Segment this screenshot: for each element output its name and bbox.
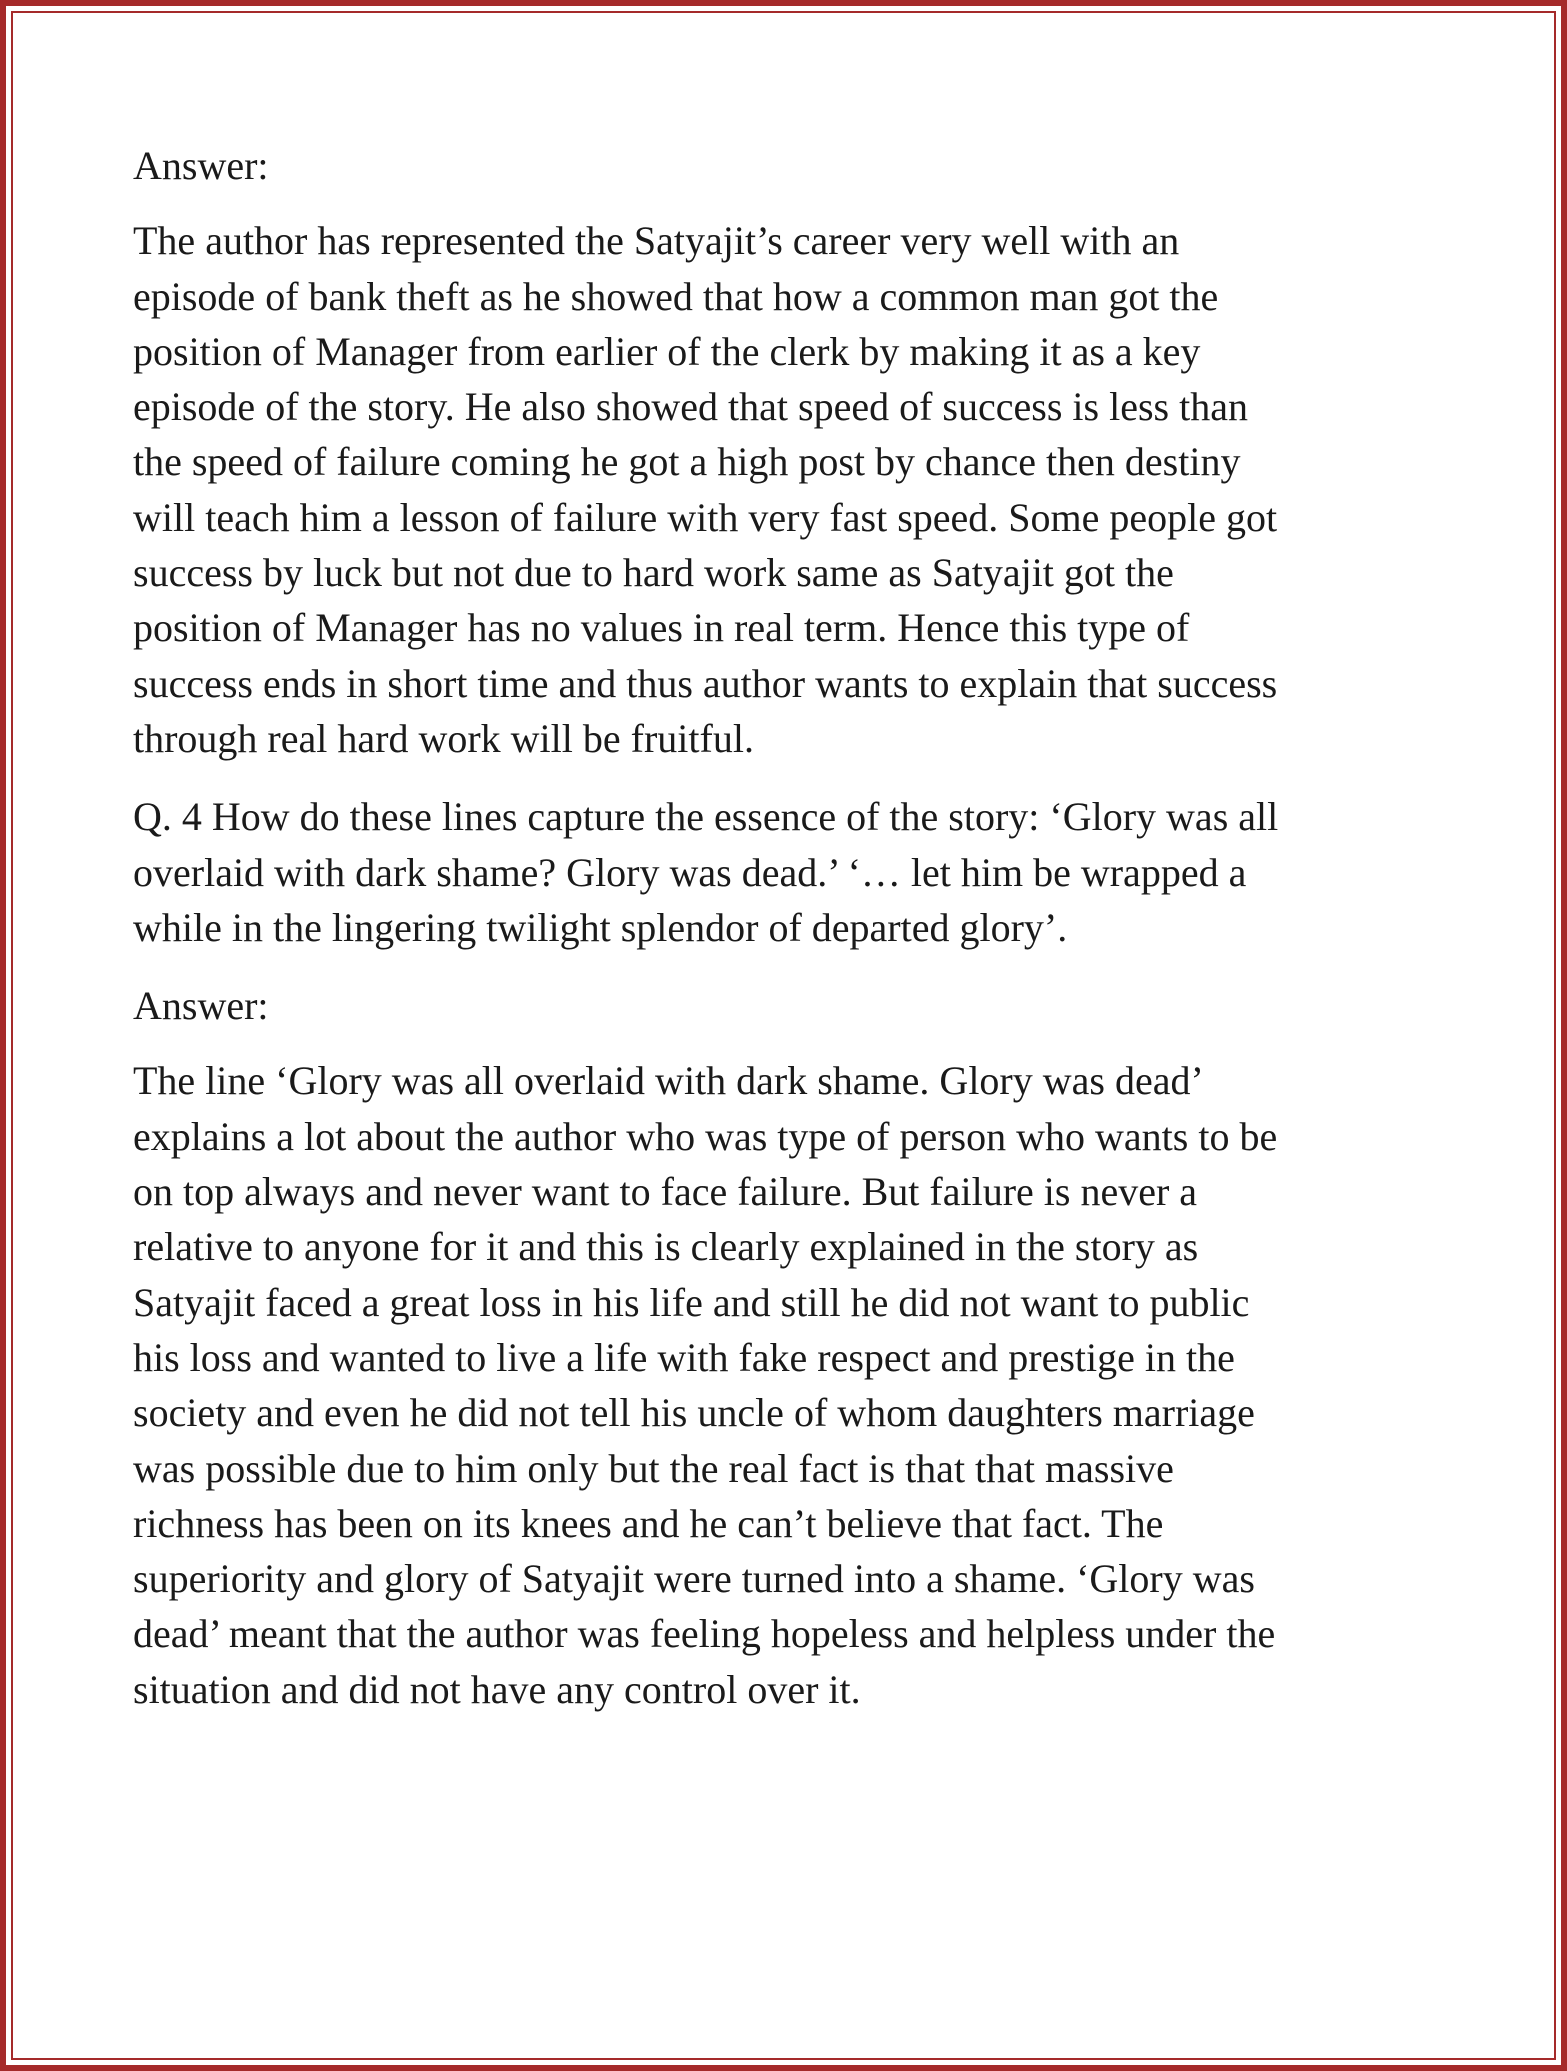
answer-heading-2: Answer: (133, 983, 269, 1029)
answer-paragraph-2: The line ‘Glory was all overlaid with dark shame. Glory was dead’ explains a lot about the author who was type of person who wants to be on top always and never want to face failure. But failure is never a relative to anyone for it and this is clearly explained in the story as Satyajit faced a great loss in his life and still he did not want to public his loss and wanted to live a life with fake respect and prestige in the society and even he did not tell his uncle of whom daughters marriage was possible due to him only but the real fact is that that massive richness has been on its knees and he can’t believe that fact. The superiority and glory of Satyajit were turned into a shame. ‘Glory was dead’ meant that the author was feeling hopeless and helpless under the situation and did not have any control over it. (133, 1058, 1278, 1712)
document-body (133, 138, 1463, 1717)
answer-paragraph-1: The author has represented the Satyajit’s career very well with an episode of bank theft as he showed that how a common man got the position of Manager from earlier of the clerk by making it as a key episode of the story. He also showed that speed of success is less than the speed of failure coming he got a high post by chance then destiny will teach him a lesson of failure with very fast speed. Some people got success by luck but not due to hard work same as Satyajit got the position of Manager has no values in real term. Hence this type of success ends in short time and thus author wants to explain that success through real hard work will be fruitful. (133, 218, 1278, 761)
question-4: Q. 4 How do these lines capture the essence of the story: ‘Glory was all overlaid with dark shame? Glory was dead.’ ‘… let him be wrapped a while in the lingering twilight splendor of departed glory’. (133, 794, 1279, 950)
answer-heading-1: Answer: (133, 143, 269, 188)
